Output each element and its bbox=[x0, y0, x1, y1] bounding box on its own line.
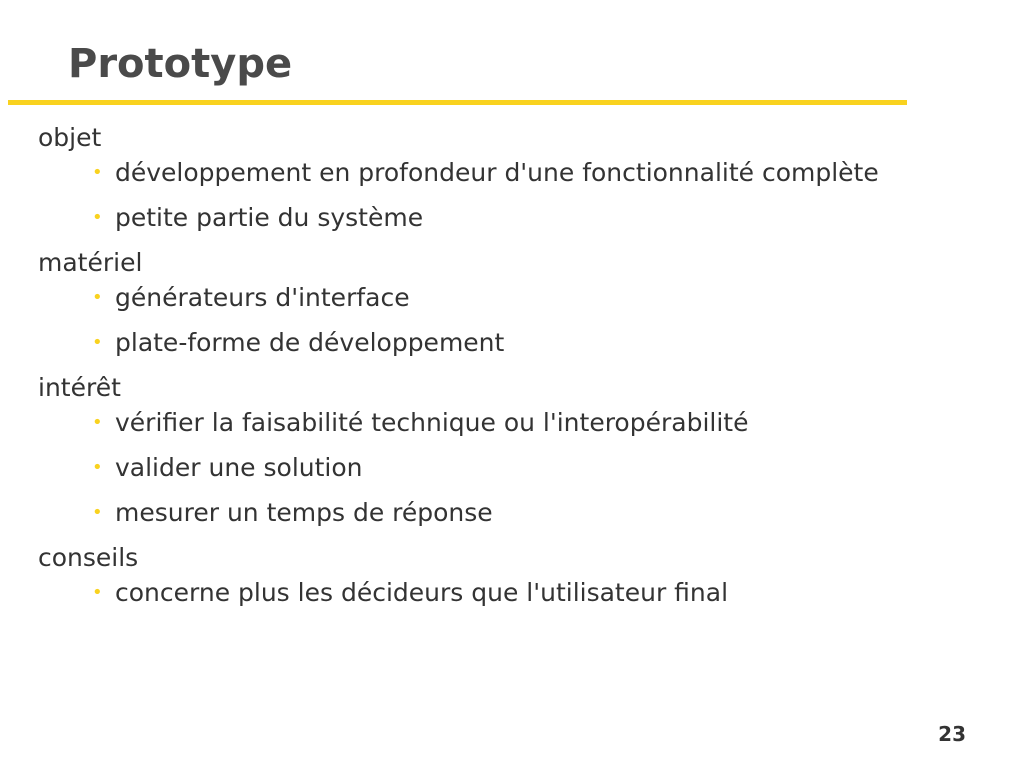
section-heading: conseils bbox=[38, 543, 139, 572]
bullet-item bbox=[38, 577, 898, 609]
bullet-text: plate-forme de développement bbox=[115, 328, 505, 357]
bullet-icon: • bbox=[92, 412, 103, 433]
bullet-item bbox=[38, 327, 898, 359]
bullet-icon: • bbox=[92, 457, 103, 478]
bullet-list bbox=[38, 282, 898, 359]
bullet-item bbox=[38, 452, 898, 484]
bullet-item bbox=[38, 157, 898, 189]
bullet-icon: • bbox=[92, 332, 103, 353]
title-underline bbox=[8, 100, 907, 105]
section-interet bbox=[38, 372, 898, 529]
bullet-icon: • bbox=[92, 207, 103, 228]
page-number: 23 bbox=[938, 722, 966, 746]
bullet-text: vérifier la faisabilité technique ou l'interopérabilité bbox=[115, 408, 749, 437]
bullet-text: petite partie du système bbox=[115, 203, 424, 232]
bullet-item bbox=[38, 497, 898, 529]
bullet-text: valider une solution bbox=[115, 453, 363, 482]
section-objet bbox=[38, 122, 898, 234]
bullet-icon: • bbox=[92, 582, 103, 603]
bullet-item bbox=[38, 407, 898, 439]
bullet-icon: • bbox=[92, 502, 103, 523]
bullet-icon: • bbox=[92, 287, 103, 308]
bullet-list bbox=[38, 577, 898, 609]
bullet-text: mesurer un temps de réponse bbox=[115, 498, 493, 527]
bullet-list bbox=[38, 407, 898, 529]
bullet-item bbox=[38, 282, 898, 314]
bullet-icon: • bbox=[92, 162, 103, 183]
section-heading: intérêt bbox=[38, 373, 121, 402]
bullet-text: développement en profondeur d'une fonctionnalité complète bbox=[115, 158, 879, 187]
bullet-item bbox=[38, 202, 898, 234]
bullet-text: générateurs d'interface bbox=[115, 283, 410, 312]
slide-content bbox=[38, 118, 898, 622]
bullet-text: concerne plus les décideurs que l'utilisateur final bbox=[115, 578, 729, 607]
section-heading: matériel bbox=[38, 248, 143, 277]
slide-title: Prototype bbox=[68, 41, 293, 87]
bullet-list bbox=[38, 157, 898, 234]
section-conseils bbox=[38, 542, 898, 609]
section-heading: objet bbox=[38, 123, 102, 152]
section-materiel bbox=[38, 247, 898, 359]
